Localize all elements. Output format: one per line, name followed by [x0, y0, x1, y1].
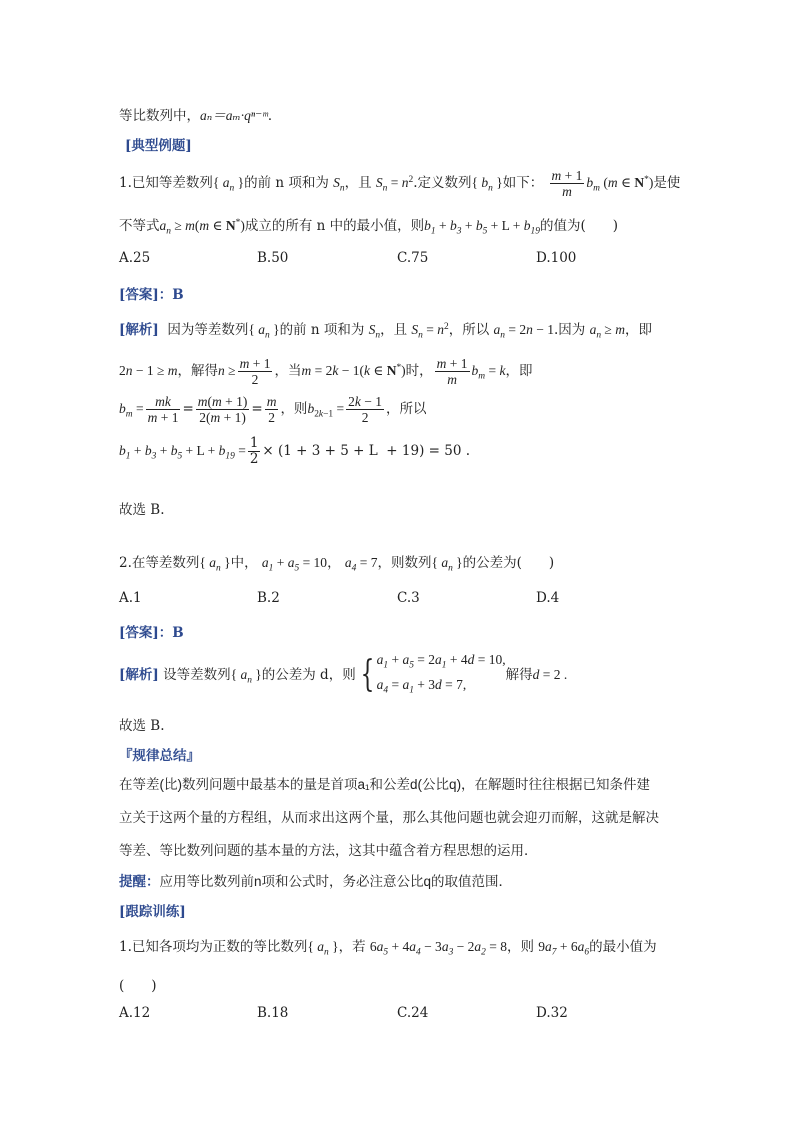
q1-text: ，且	[344, 175, 372, 191]
section-typical-examples: [典型例题]	[125, 138, 192, 154]
q2-cond1: $a_1 + a_5 = 10$	[261, 555, 328, 574]
q1-sn: $S_n$	[333, 175, 345, 194]
q2-cond2: $a_4 = 7$	[344, 555, 378, 574]
q1-stem-line2	[119, 214, 618, 236]
q1-sn-eq: $S_n = n^2$	[375, 174, 414, 194]
q1-analysis-frac4: $\frac{m(m + 1)}{2(m + 1)}$	[197, 394, 248, 425]
q3-text: ，则	[507, 939, 534, 955]
intro-prefix: 等比数列中，	[119, 108, 200, 124]
q2-option-a[interactable]: A.1	[119, 590, 142, 606]
q1-analysis-sn: $S_n$	[368, 322, 381, 341]
q2-text: 2.在等差数列	[119, 555, 200, 571]
q1-analysis-seq: { $a_n$ }	[248, 322, 280, 341]
q2-option-b[interactable]: B.2	[257, 590, 280, 606]
q1-analysis-n-geq: n ≥	[218, 363, 236, 378]
q1-conclusion: 故选 B.	[119, 502, 165, 518]
q1-analysis-result: × (1 + 3 + 5 + L + 19) = 50 .	[262, 443, 470, 459]
q1-option-a[interactable]: A.25	[119, 250, 151, 266]
q1-stem-line1	[119, 168, 680, 199]
q1-analysis-m-def: m = 2k − 1(k ∈ N*)	[301, 362, 406, 378]
q1-analysis-text: ，当	[274, 363, 302, 379]
q1-text: 的前 n 项和为	[244, 175, 329, 191]
q1-analysis-label: [解析]	[119, 322, 159, 338]
q1-analysis-ineq: 2n − 1 ≥ m	[119, 363, 178, 378]
q1-option-c[interactable]: C.75	[397, 250, 429, 266]
q1-analysis-text: ，且	[380, 322, 408, 338]
q3-text: ，若	[338, 939, 366, 955]
q1-option-b[interactable]: B.50	[257, 250, 289, 266]
q2-analysis	[119, 650, 567, 701]
q1-inequality: $a_n \ge m(m$ ∈ N*)	[159, 217, 245, 237]
q2-analysis-text: 设等差数列	[163, 666, 231, 683]
summary-paragraph-3: 等差、等比数列问题的基本量的方法，这其中蕴含着方程思想的运用．	[119, 843, 538, 858]
q1-analysis-bm-eq: $b_m$ =	[119, 401, 144, 420]
q1-analysis-bm-k: $b_m = k$	[471, 363, 506, 382]
q1-text: 成立的所有 n 中的最小值，则	[244, 218, 425, 234]
q1-text: 是使	[653, 175, 681, 191]
q2-seq2: { $a_n$ }	[431, 555, 463, 574]
q1-bm-def: $b_m$ (m ∈ N*)	[586, 174, 654, 194]
q1-seq-bn: { $b_n$ }	[471, 175, 503, 194]
q1-analysis-line3: $b_m$ = $\frac{mk}{m + 1}$ = $\frac{m(m + 1)}{2(m + 1)}$ = $\frac{m}{2}$ ，则$b_{2k-1}$ = $\frac{2k - 1}{2}$ ，所以	[119, 394, 427, 425]
q1-analysis-frac2: $\frac{m + 1}{m}$	[436, 356, 468, 387]
q1-analysis-frac5: $\frac{m}{2}$	[266, 394, 277, 425]
q1-analysis-an-geq: $a_n \ge m$	[589, 322, 625, 341]
tip-label: 提醒：	[119, 874, 160, 889]
q1-analysis-text: ，所以	[448, 322, 490, 338]
summary-tip	[119, 870, 512, 890]
q3-seq: { $a_n$ }	[307, 939, 339, 958]
q1-text: .定义数列	[413, 175, 472, 191]
q2-analysis-text: 的公差为 d，则	[261, 666, 356, 683]
q3-text: 1.已知各项均为正数的等比数列	[119, 939, 308, 955]
q3-paren: ( )	[119, 978, 157, 994]
q1-text: 如下：	[502, 175, 544, 191]
q1-text: 1.已知等差数列	[119, 175, 213, 191]
q1-analysis-half: $\frac{1}{2}$	[249, 435, 259, 467]
q2-text: ，则数列	[377, 555, 432, 571]
q2-analysis-text: 解得	[505, 666, 533, 683]
q1-analysis-text: ，所以	[386, 401, 427, 417]
q3-option-a[interactable]: A.12	[119, 1005, 151, 1021]
q2-analysis-label: [解析]	[119, 666, 159, 683]
summary-paragraph-2: 立关于这两个量的方程组，从而求出这两个量，那么其他问题也就会迎刃而解，这就是解决	[119, 810, 659, 825]
q2-analysis-seq: { $a_n$ }	[230, 666, 262, 686]
q1-analysis-frac3: $\frac{mk}{m + 1}$	[147, 394, 179, 425]
q1-seq-an: { $a_n$ }	[212, 175, 245, 194]
q1-answer: [答案]：B	[119, 287, 184, 303]
q2-seq: { $a_n$ }	[199, 555, 231, 574]
q2-stem	[119, 551, 554, 573]
q1-analysis-b2k: $b_{2k-1}$ =	[307, 401, 345, 420]
q1-analysis-sum: $b_1 + b_3 + b_5 + L + b_{19}$ =	[119, 443, 246, 462]
q1-text: 不等式	[119, 218, 160, 234]
q1-analysis-text: .因为	[553, 322, 586, 338]
q1-analysis-text: ，即	[505, 363, 533, 379]
q3-option-c[interactable]: C.24	[397, 1005, 429, 1021]
q2-text: ，	[327, 555, 341, 571]
q3-target: $9a_7 + 6a_6$	[538, 939, 590, 958]
q3-text: 的最小值为	[589, 939, 657, 955]
q3-option-d[interactable]: D.32	[536, 1005, 568, 1021]
q1-analysis-text: 时，	[405, 363, 433, 379]
q1-analysis-frac: $\frac{m + 1}{2}$	[239, 356, 271, 387]
q2-system: $a_1 + a_5 = 2a_1 + 4d = 10$, $a_4 = a_1 + 3d = 7$,	[376, 652, 506, 696]
q1-analysis-text: ，则	[280, 401, 308, 417]
intro-formula: aₙ＝aₘ·qⁿ⁻ᵐ	[200, 108, 268, 123]
q2-answer: [答案]：B	[119, 625, 184, 641]
summary-paragraph-1: 在等差(比)数列问题中最基本的量是首项a₁和公差d(公比q)，在解题时往往根据已知条件建	[119, 777, 651, 792]
intro-suffix: ．	[267, 108, 282, 124]
q2-option-c[interactable]: C.3	[397, 590, 420, 606]
q2-option-d[interactable]: D.4	[536, 590, 560, 606]
q3-stem	[119, 935, 657, 957]
q3-condition: $6a_5 + 4a_4 - 3a_3 - 2a_2 = 8$	[369, 939, 507, 958]
summary-title: 『规律总结』	[119, 748, 200, 763]
q1-analysis-frac6: $\frac{2k - 1}{2}$	[348, 394, 383, 425]
q1-option-d[interactable]: D.100	[536, 250, 577, 266]
q1-analysis-an-eq: $a_n = 2n - 1$	[493, 322, 554, 341]
q2-system-brace: {	[360, 654, 375, 696]
q1-analysis-text: ，解得	[177, 363, 219, 379]
q1-analysis-sn-eq: $S_n = n^2$	[411, 321, 449, 341]
q1-frac-m1-m: $\frac{m + 1}{m}$	[551, 168, 583, 199]
q3-option-b[interactable]: B.18	[257, 1005, 289, 1021]
q1-sum-b: $b_1 + b_3 + b_5 + L + b_{19}$	[424, 218, 540, 237]
tip-text: 应用等比数列前n项和公式时，务必注意公比q的取值范围．	[159, 874, 513, 889]
q1-text: 的值为( )	[539, 218, 619, 234]
intro-line	[119, 104, 281, 124]
q1-analysis-text: 因为等差数列	[167, 322, 249, 338]
section-practice: [跟踪训练]	[119, 904, 186, 920]
q2-conclusion: 故选 B.	[119, 718, 165, 734]
q2-text: 中，	[230, 555, 258, 571]
q1-analysis-line2	[119, 356, 532, 387]
q2-text: 的公差为( )	[462, 555, 555, 571]
q1-analysis-text: ，即	[624, 322, 652, 338]
q1-analysis-line4	[119, 436, 470, 467]
q1-analysis-line1	[119, 318, 652, 340]
q1-analysis-text: 的前 n 项和为	[279, 322, 365, 338]
q2-analysis-result: d = 2 .	[532, 666, 568, 682]
